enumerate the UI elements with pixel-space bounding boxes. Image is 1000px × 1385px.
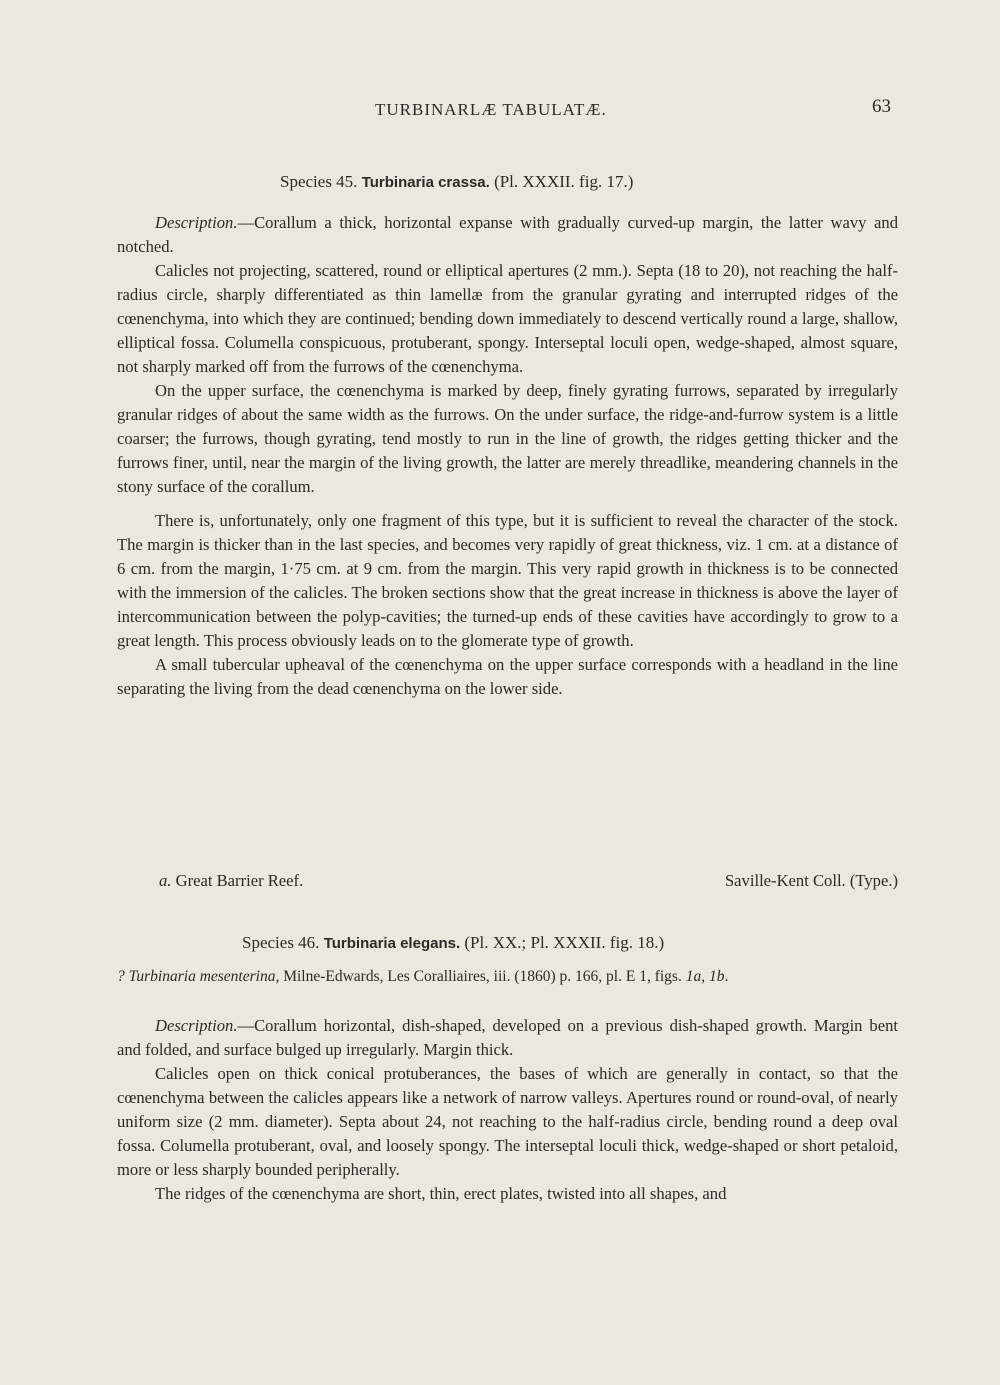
synonym-citation: Milne-Edwards, Les Coralliaires, iii. (1860) p. 166, pl. E 1, figs. xyxy=(279,968,686,985)
species-45-surface: On the upper surface, the cœnenchyma is marked by deep, finely gyrating furrows, separated by irregularly granular ridges of about the same width as the furrows. On the under surface, the ridge-and-furrow system is a little coarser; the furrows, though gyrating, tend mostly to run in the line of growth, the ridges getting thicker and the furrows finer, until, near the margin of the living growth, the latter are merely threadlike, meandering channels in the stony surface of the corallum. xyxy=(117,381,898,496)
description-label: Description. xyxy=(155,213,238,232)
species-46-prefix: Species 46. xyxy=(242,933,320,952)
species-45-locality xyxy=(159,871,303,891)
species-45-upheaval: A small tubercular upheaval of the cœnenchyma on the upper surface corresponds with a headland in the line separating the living from the dead cœnenchyma on the lower side. xyxy=(117,655,898,698)
synonym-fig-b: 1b xyxy=(708,968,725,985)
species-46-ridges: The ridges of the cœnenchyma are short, thin, erect plates, twisted into all shapes, and xyxy=(155,1184,727,1203)
species-46-synonym xyxy=(117,968,917,986)
synonym-fig-a: 1a xyxy=(685,968,702,985)
species-45-description xyxy=(117,211,898,259)
synonym-separator: , xyxy=(701,968,709,985)
synonym-name: ? Turbinaria mesenterina, xyxy=(117,968,280,985)
description-label: Description. xyxy=(155,1016,238,1035)
locality-letter: a. xyxy=(159,871,172,890)
page-number: 63 xyxy=(872,96,891,117)
running-head xyxy=(0,96,1000,130)
synonym-end: . xyxy=(724,968,729,985)
description-text: —Corallum horizontal, dish-shaped, developed on a previous dish-shaped growth. Margin bent and folded, and surface bulged up irregularly. Margin thick. xyxy=(117,1016,898,1059)
species-46-name: Turbinaria elegans. xyxy=(323,935,461,952)
locality-name: Great Barrier Reef. xyxy=(175,871,304,890)
species-45-prefix: Species 45. xyxy=(280,172,358,191)
species-46-plate-ref: (Pl. XX.; Pl. XXXII. fig. 18.) xyxy=(464,933,665,952)
species-45-body xyxy=(117,211,898,701)
species-45-plate-ref: (Pl. XXXII. fig. 17.) xyxy=(494,172,634,191)
species-45-name: Turbinaria crassa. xyxy=(361,174,490,191)
description-text: —Corallum a thick, horizontal expanse with gradually curved-up margin, the latter wavy and notched. xyxy=(117,213,898,256)
species-45-calicles: Calicles not projecting, scattered, round or elliptical apertures (2 mm.). Septa (18 to 20), not reaching the half-radius circle, sharply differentiated as thin lamellæ from the granular gyrating and interrupted ridges of the cœnenchyma, into which they are continued; bending down immediately to descend vertically round a large, shallow, elliptical fossa. Columella conspicuous, protuberant, spongy. Interseptal loculi open, wedge-shaped, almost square, not sharply marked off from the furrows of the cœnenchyma. xyxy=(117,261,898,376)
species-46-description xyxy=(117,1014,898,1062)
species-46-calicles: Calicles open on thick conical protuberances, the bases of which are generally in contact, so that the cœnenchyma between the calicles appears like a network of narrow valleys. Apertures round or round-oval, of nearly uniform size (2 mm. diameter). Septa about 24, not reaching to the half-radius circle, bending round a deep oval fossa. Columella protuberant, oval, and loosely spongy. The interseptal loculi thick, wedge-shaped or short petaloid, more or less sharply bounded peripherally. xyxy=(117,1064,898,1179)
species-45-remarks: There is, unfortunately, only one fragment of this type, but it is sufficient to reveal the character of the stock. The margin is thicker than in the last species, and becomes very rapidly of great thickness, viz. 1 cm. at a distance of 6 cm. from the margin, 1·75 cm. at 9 cm. from the margin. This very rapid growth in thickness is to be connected with the immersion of the calicles. The broken sections show that the great increase in thickness is above the layer of intercommunication between the polyp-cavities; the turned-up ends of these cavities have accordingly to grow to a great length. This process obviously leads on to the glomerate type of growth. xyxy=(117,511,898,650)
species-45-collection: Saville-Kent Coll. (Type.) xyxy=(724,871,898,890)
running-title: TURBINARLÆ TABULATÆ. xyxy=(375,100,607,119)
species-46-body xyxy=(117,1014,898,1206)
